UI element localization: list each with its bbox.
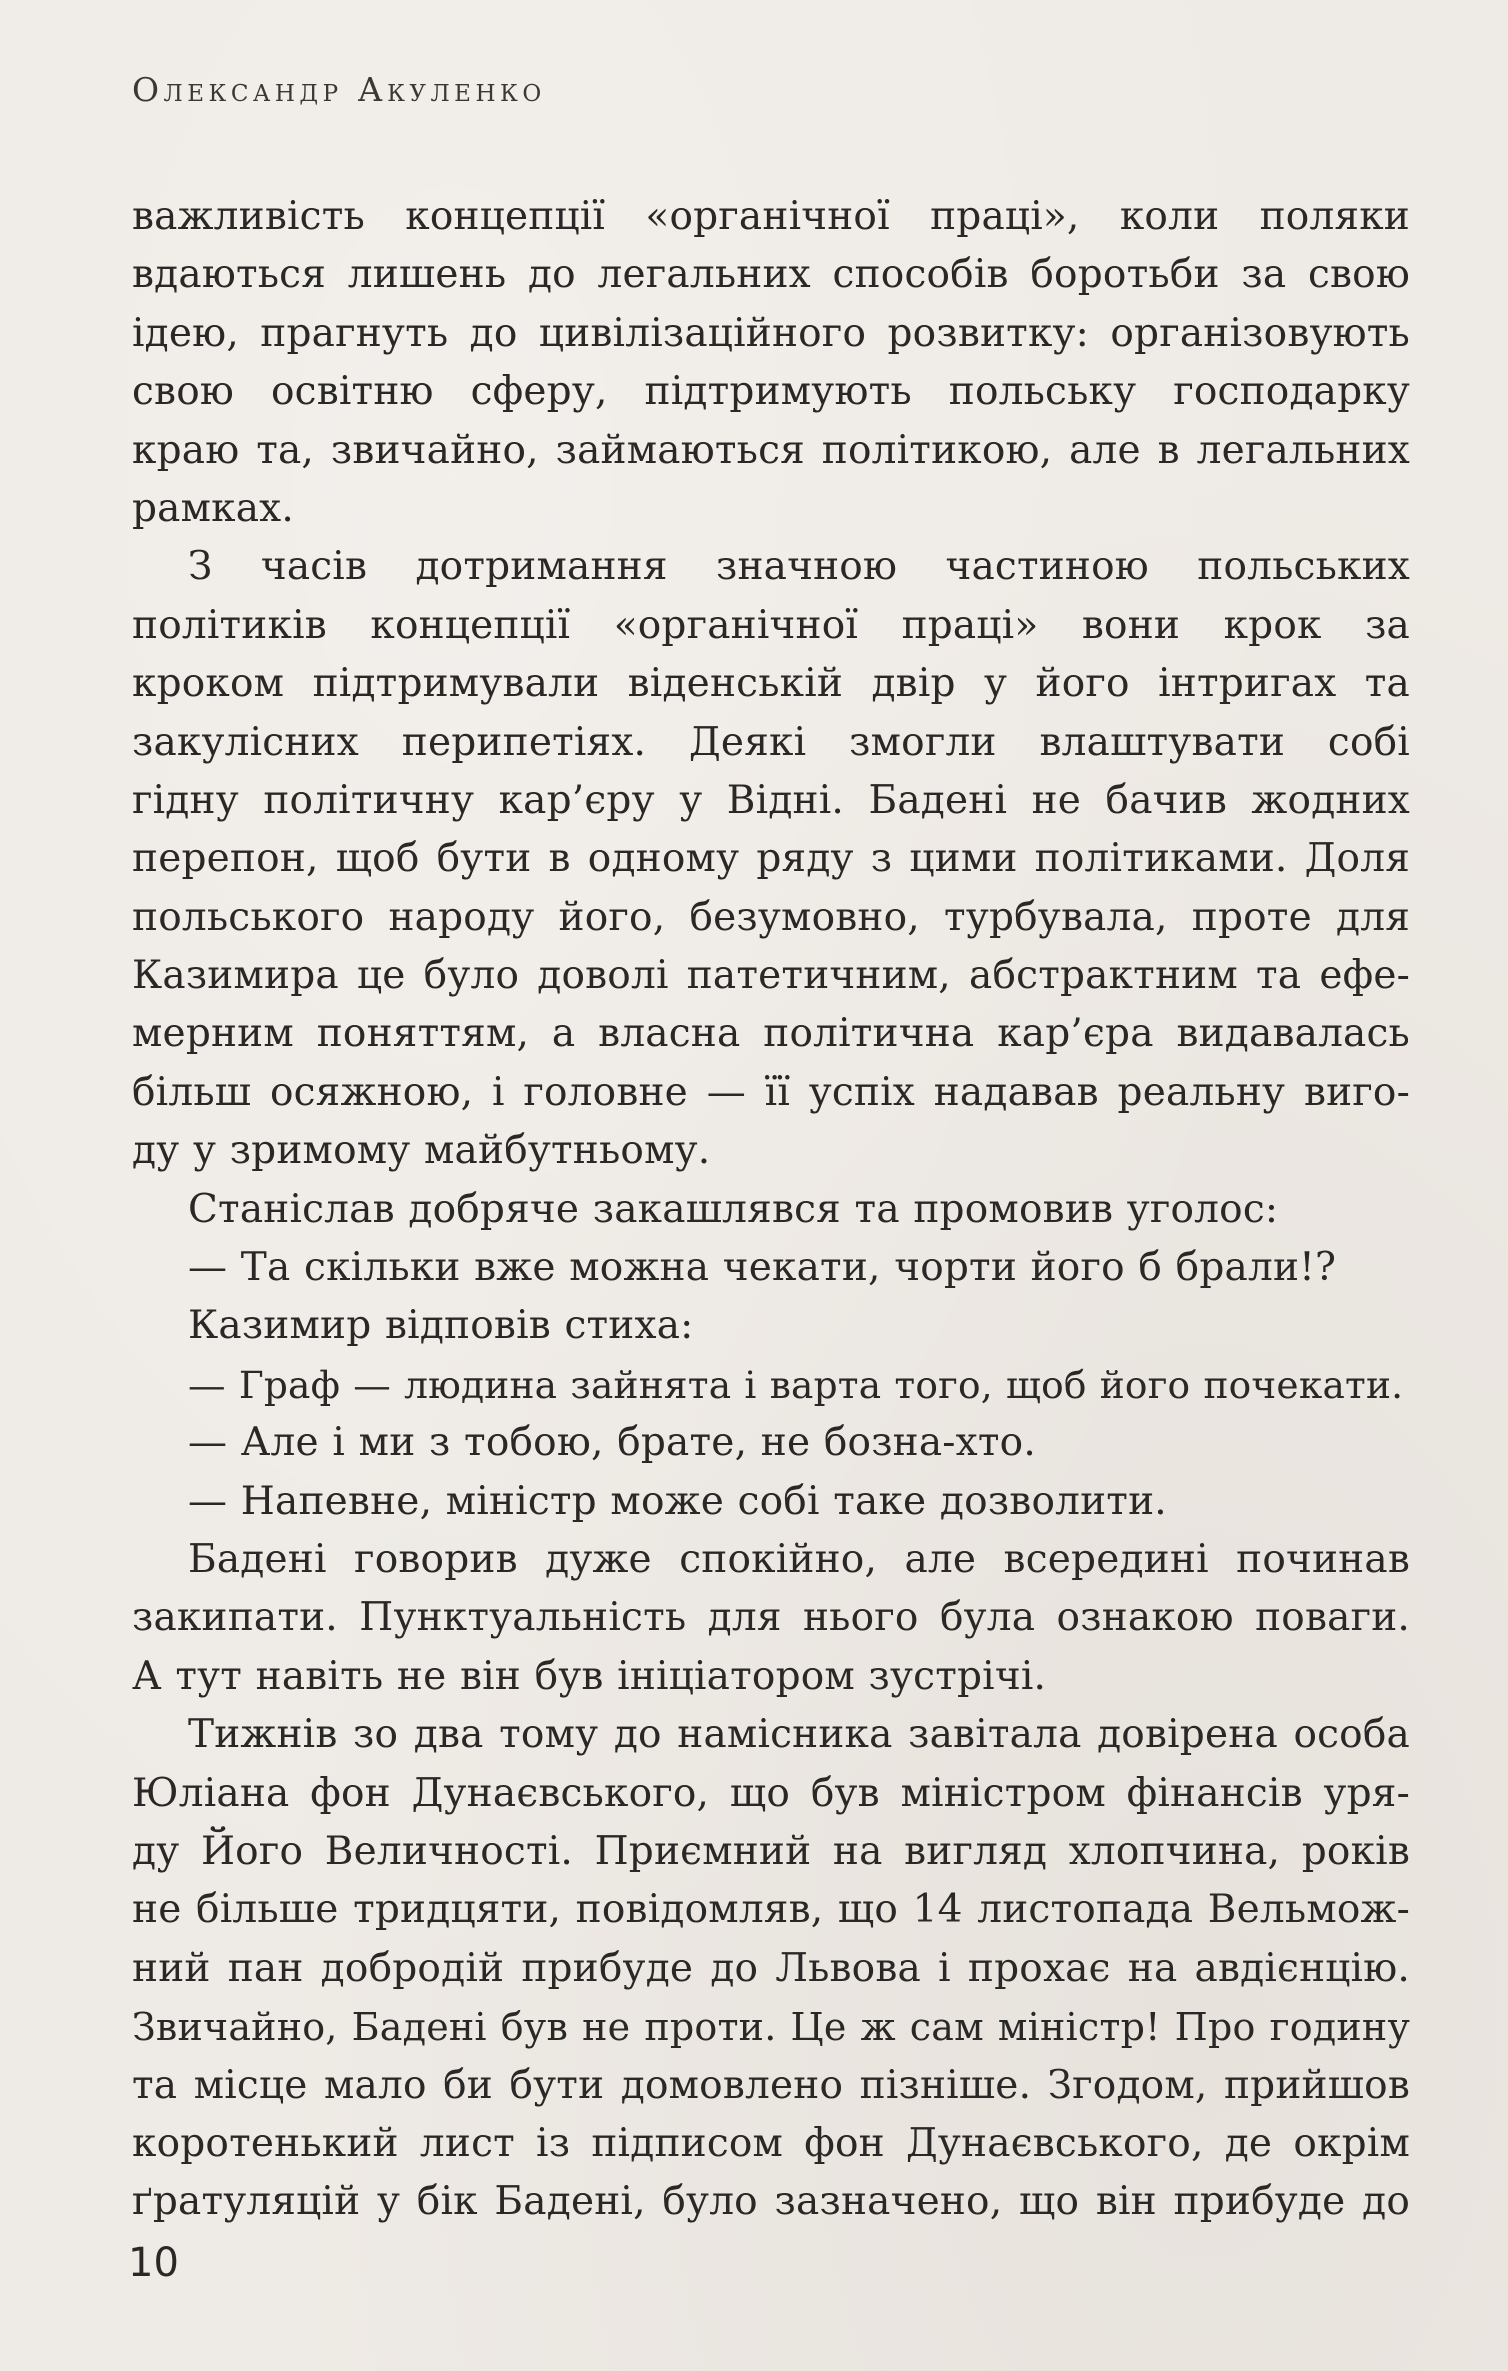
text-line: ний пан добродій прибуде до Львова і прохає на авдієнцію. xyxy=(132,1945,1410,1991)
text-line: та місце мало би бути домовлено пізніше. Згодом, прийшов xyxy=(132,2062,1410,2108)
text-line: ду у зримому майбутньому. xyxy=(132,1128,711,1174)
text-line: більш осяжною, і головне — її успіх надавав реальну виго- xyxy=(132,1069,1410,1115)
text-line: закипати. Пунктуальність для нього була ознакою поваги. xyxy=(132,1595,1410,1641)
text-line: Казимира це було доволі патетичним, абстрактним та ефе- xyxy=(132,953,1410,999)
text-line: — Напевне, міністр може собі таке дозволити. xyxy=(188,1478,1167,1524)
text-line: польського народу його, безумовно, турбувала, проте для xyxy=(132,894,1410,940)
text-line: краю та, звичайно, займаються політикою, але в легальних xyxy=(132,427,1410,473)
text-line: — Але і ми з тобою, брате, не бозна-хто. xyxy=(188,1420,1036,1466)
page-number: 10 xyxy=(128,2240,179,2286)
text-line: рамках. xyxy=(132,485,294,531)
text-line: мерним поняттям, а власна політична кар’єра видавалась xyxy=(132,1011,1410,1057)
text-line: перепон, щоб бути в одному ряду з цими політиками. Доля xyxy=(132,836,1410,882)
running-header: Олександр Акуленко xyxy=(132,70,546,109)
text-line: не більше тридцяти, повідомляв, що 14 листопада Вельмож- xyxy=(132,1887,1410,1933)
text-line: ґратуляцій у бік Бадені, було зазначено, що він прибуде до xyxy=(132,2179,1410,2225)
text-line: Станіслав добряче закашлявся та промовив уголос: xyxy=(188,1186,1279,1232)
text-line: Казимир відповів стиха: xyxy=(188,1303,694,1349)
text-line: Звичайно, Бадені був не проти. Це ж сам міністр! Про годину xyxy=(132,2005,1410,2050)
text-line: кроком підтримували віденській двір у його інтригах та xyxy=(132,661,1410,707)
text-line: коротенький лист із підписом фон Дунаєвського, де окрім xyxy=(132,2120,1410,2166)
text-line: Юліана фон Дунаєвського, що був міністром фінансів уря- xyxy=(132,1770,1410,1816)
text-line: ду Його Величності. Приємний на вигляд хлопчина, років xyxy=(132,1828,1410,1874)
text-line: свою освітню сферу, підтримують польську господарку xyxy=(132,369,1410,415)
text-line: ідею, прагнуть до цивілізаційного розвитку: організовують xyxy=(132,310,1410,356)
text-line: важливість концепції «органічної праці», коли поляки xyxy=(132,194,1410,239)
text-line: З часів дотримання значною частиною польських xyxy=(188,544,1410,590)
text-line: Тижнів зо два тому до намісника завітала довірена особа xyxy=(188,1712,1410,1758)
text-line: гідну політичну кар’єру у Відні. Бадені не бачив жодних xyxy=(132,777,1410,823)
body-text xyxy=(132,188,1410,2232)
text-line: А тут навіть не він був ініціатором зустрічі. xyxy=(132,1653,1047,1699)
text-line: закулісних перипетіях. Деякі змогли влаштувати собі xyxy=(132,719,1410,765)
text-line: — Граф — людина зайнята і варта того, щоб його почекати. xyxy=(188,1362,1404,1407)
text-line: — Та скільки вже можна чекати, чорти його б брали!? xyxy=(188,1245,1337,1291)
text-line: вдаються лишень до легальних способів боротьби за свою xyxy=(132,252,1410,298)
text-line: політиків концепції «органічної праці» вони крок за xyxy=(132,602,1410,648)
text-line: Бадені говорив дуже спокійно, але всередині починав xyxy=(188,1536,1410,1582)
